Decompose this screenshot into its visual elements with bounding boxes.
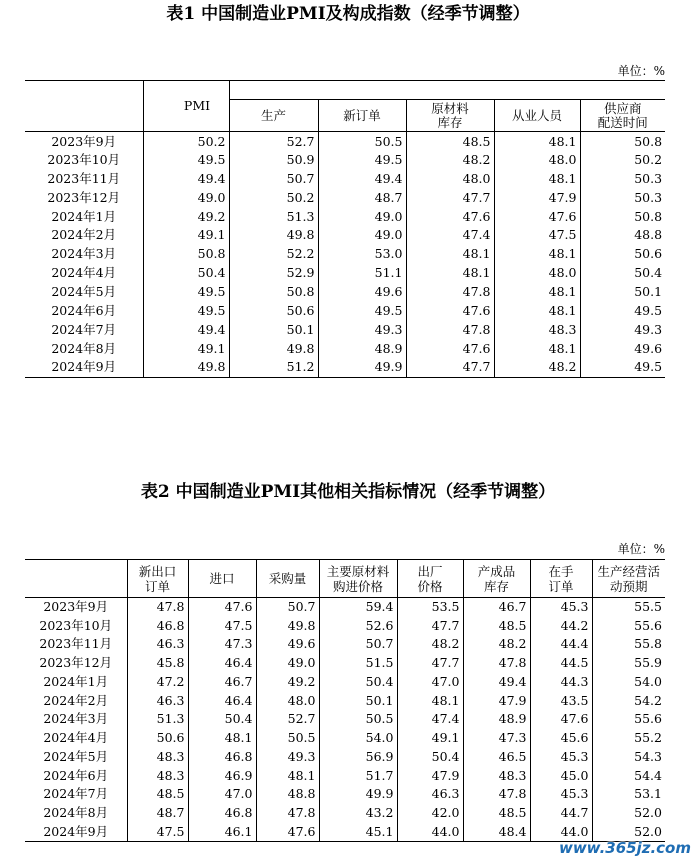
table1-body xyxy=(25,132,665,378)
header-finished-goods-inventory: 产成品 库存 xyxy=(463,560,530,598)
value-cell: 45.3 xyxy=(530,785,592,804)
value-cell: 49.3 xyxy=(318,320,406,339)
table-row xyxy=(25,673,665,692)
value-cell: 49.4 xyxy=(463,673,530,692)
value-cell: 49.4 xyxy=(143,169,229,188)
value-cell: 51.3 xyxy=(127,710,188,729)
value-cell: 47.4 xyxy=(406,226,494,245)
row-month-label: 2024年4月 xyxy=(51,265,117,281)
value-cell: 48.3 xyxy=(127,748,188,767)
row-month-label: 2024年6月 xyxy=(43,767,109,783)
table-row xyxy=(25,245,665,264)
value-cell: 47.6 xyxy=(494,207,580,226)
value-cell: 47.8 xyxy=(463,654,530,673)
header-backlog-orders: 在手 订单 xyxy=(530,560,592,598)
table2-unit-label: 单位：% xyxy=(617,542,665,556)
value-cell: 50.4 xyxy=(188,710,256,729)
table-row xyxy=(25,339,665,358)
value-cell: 47.6 xyxy=(530,710,592,729)
row-month-label: 2024年7月 xyxy=(43,786,109,802)
value-cell: 48.3 xyxy=(494,320,580,339)
value-cell: 53.5 xyxy=(397,598,463,617)
site-watermark: www.365jz.com xyxy=(558,839,691,857)
value-cell: 54.3 xyxy=(592,748,665,767)
header-corner-blank xyxy=(25,560,127,598)
value-cell: 50.6 xyxy=(127,729,188,748)
value-cell: 48.1 xyxy=(397,691,463,710)
row-month-label: 2024年4月 xyxy=(43,730,109,746)
value-cell: 45.3 xyxy=(530,748,592,767)
row-month-label: 2023年11月 xyxy=(47,170,121,186)
value-cell: 47.8 xyxy=(406,320,494,339)
header-output-prices: 出厂 价格 xyxy=(397,560,463,598)
table-row xyxy=(25,150,665,169)
value-cell: 46.4 xyxy=(188,654,256,673)
value-cell: 48.0 xyxy=(256,691,319,710)
value-cell: 49.4 xyxy=(318,169,406,188)
value-cell: 49.1 xyxy=(397,729,463,748)
value-cell: 47.4 xyxy=(397,710,463,729)
row-month-label: 2024年2月 xyxy=(51,227,117,243)
value-cell: 48.2 xyxy=(397,635,463,654)
value-cell: 47.8 xyxy=(406,283,494,302)
value-cell: 59.4 xyxy=(319,598,397,617)
value-cell: 44.0 xyxy=(397,823,463,842)
value-cell: 50.1 xyxy=(229,320,318,339)
value-cell: 45.6 xyxy=(530,729,592,748)
value-cell: 49.8 xyxy=(256,616,319,635)
value-cell: 52.7 xyxy=(256,710,319,729)
value-cell: 49.1 xyxy=(143,226,229,245)
table-row xyxy=(25,785,665,804)
value-cell: 50.3 xyxy=(580,169,665,188)
value-cell: 48.1 xyxy=(494,245,580,264)
row-month-label: 2023年9月 xyxy=(51,133,117,149)
table2-header xyxy=(25,560,665,598)
value-cell: 52.0 xyxy=(592,804,665,823)
value-cell: 49.0 xyxy=(318,226,406,245)
table1-unit-label: 单位：% xyxy=(617,64,665,78)
value-cell: 47.6 xyxy=(406,207,494,226)
value-cell: 48.4 xyxy=(463,823,530,842)
value-cell: 53.1 xyxy=(592,785,665,804)
table2-pmi-other-indicators xyxy=(25,559,665,842)
value-cell: 48.5 xyxy=(463,616,530,635)
header-row xyxy=(25,81,665,100)
value-cell: 47.9 xyxy=(463,691,530,710)
table-row xyxy=(25,302,665,321)
value-cell: 50.5 xyxy=(256,729,319,748)
row-month-label: 2024年6月 xyxy=(51,302,117,318)
row-month-label: 2024年8月 xyxy=(51,340,117,356)
value-cell: 53.0 xyxy=(318,245,406,264)
header-business-expectations: 生产经营活 动预期 xyxy=(592,560,665,598)
row-month-label: 2023年12月 xyxy=(39,655,113,671)
value-cell: 47.8 xyxy=(127,598,188,617)
header-pmi: PMI xyxy=(143,81,229,132)
value-cell: 49.5 xyxy=(143,283,229,302)
value-cell: 48.9 xyxy=(463,710,530,729)
row-month-label: 2024年2月 xyxy=(43,692,109,708)
row-month-label: 2024年9月 xyxy=(51,359,117,375)
value-cell: 48.5 xyxy=(406,132,494,151)
table-row xyxy=(25,766,665,785)
value-cell: 46.3 xyxy=(397,785,463,804)
value-cell: 54.0 xyxy=(319,729,397,748)
value-cell: 44.2 xyxy=(530,616,592,635)
value-cell: 50.7 xyxy=(229,169,318,188)
value-cell: 50.1 xyxy=(319,691,397,710)
value-cell: 45.3 xyxy=(530,598,592,617)
row-month-label: 2024年3月 xyxy=(43,711,109,727)
value-cell: 47.8 xyxy=(463,785,530,804)
header-group-blank xyxy=(229,81,665,100)
value-cell: 50.4 xyxy=(143,264,229,283)
value-cell: 50.3 xyxy=(580,188,665,207)
header-input-prices: 主要原材料 购进价格 xyxy=(319,560,397,598)
value-cell: 49.5 xyxy=(580,302,665,321)
table-row xyxy=(25,635,665,654)
value-cell: 47.0 xyxy=(188,785,256,804)
value-cell: 50.4 xyxy=(319,673,397,692)
table-row xyxy=(25,616,665,635)
value-cell: 51.1 xyxy=(318,264,406,283)
value-cell: 48.1 xyxy=(494,169,580,188)
row-month-label: 2024年5月 xyxy=(43,748,109,764)
table-row xyxy=(25,691,665,710)
table-row xyxy=(25,654,665,673)
header-row xyxy=(25,560,665,598)
row-month-label: 2023年10月 xyxy=(47,151,121,167)
value-cell: 55.9 xyxy=(592,654,665,673)
value-cell: 50.4 xyxy=(397,748,463,767)
value-cell: 48.7 xyxy=(127,804,188,823)
value-cell: 55.6 xyxy=(592,710,665,729)
value-cell: 45.8 xyxy=(127,654,188,673)
value-cell: 47.8 xyxy=(256,804,319,823)
row-month-label: 2024年1月 xyxy=(51,208,117,224)
table-row xyxy=(25,748,665,767)
value-cell: 50.2 xyxy=(229,188,318,207)
value-cell: 48.2 xyxy=(463,635,530,654)
table-row xyxy=(25,132,665,151)
table-row xyxy=(25,226,665,245)
value-cell: 48.7 xyxy=(318,188,406,207)
table-row xyxy=(25,729,665,748)
value-cell: 48.1 xyxy=(406,264,494,283)
value-cell: 46.9 xyxy=(188,766,256,785)
value-cell: 42.0 xyxy=(397,804,463,823)
value-cell: 46.1 xyxy=(188,823,256,842)
value-cell: 48.3 xyxy=(463,766,530,785)
header-raw-material-inventory: 原材料 库存 xyxy=(406,100,494,132)
value-cell: 48.0 xyxy=(494,264,580,283)
table-row xyxy=(25,358,665,377)
header-employment: 从业人员 xyxy=(494,100,580,132)
value-cell: 46.8 xyxy=(188,748,256,767)
value-cell: 49.1 xyxy=(143,339,229,358)
value-cell: 48.8 xyxy=(256,785,319,804)
value-cell: 48.5 xyxy=(463,804,530,823)
value-cell: 47.6 xyxy=(188,598,256,617)
value-cell: 49.5 xyxy=(143,302,229,321)
table-row xyxy=(25,283,665,302)
value-cell: 49.9 xyxy=(319,785,397,804)
value-cell: 48.1 xyxy=(494,283,580,302)
table-row xyxy=(25,710,665,729)
header-production: 生产 xyxy=(229,100,318,132)
value-cell: 43.2 xyxy=(319,804,397,823)
header-new-export-orders: 新出口 订单 xyxy=(127,560,188,598)
value-cell: 49.8 xyxy=(229,339,318,358)
value-cell: 51.5 xyxy=(319,654,397,673)
value-cell: 47.0 xyxy=(397,673,463,692)
value-cell: 46.3 xyxy=(127,691,188,710)
value-cell: 47.7 xyxy=(397,654,463,673)
value-cell: 44.3 xyxy=(530,673,592,692)
value-cell: 47.6 xyxy=(406,339,494,358)
value-cell: 47.7 xyxy=(406,188,494,207)
value-cell: 47.3 xyxy=(463,729,530,748)
value-cell: 49.3 xyxy=(580,320,665,339)
value-cell: 50.4 xyxy=(580,264,665,283)
value-cell: 52.6 xyxy=(319,616,397,635)
value-cell: 49.0 xyxy=(143,188,229,207)
table-row xyxy=(25,207,665,226)
value-cell: 51.2 xyxy=(229,358,318,377)
row-month-label: 2024年1月 xyxy=(43,673,109,689)
value-cell: 43.5 xyxy=(530,691,592,710)
value-cell: 49.4 xyxy=(143,320,229,339)
value-cell: 45.0 xyxy=(530,766,592,785)
value-cell: 50.8 xyxy=(580,207,665,226)
value-cell: 48.1 xyxy=(494,302,580,321)
value-cell: 50.8 xyxy=(143,245,229,264)
value-cell: 52.0 xyxy=(592,823,665,842)
value-cell: 49.2 xyxy=(143,207,229,226)
value-cell: 48.1 xyxy=(494,339,580,358)
value-cell: 48.1 xyxy=(494,132,580,151)
value-cell: 49.0 xyxy=(256,654,319,673)
value-cell: 52.7 xyxy=(229,132,318,151)
table-row xyxy=(25,598,665,617)
table2-body xyxy=(25,598,665,842)
value-cell: 55.6 xyxy=(592,616,665,635)
value-cell: 44.5 xyxy=(530,654,592,673)
table2-title: 表2 中国制造业PMI其他相关指标情况（经季节调整） xyxy=(140,482,556,502)
value-cell: 49.8 xyxy=(143,358,229,377)
value-cell: 50.7 xyxy=(319,635,397,654)
value-cell: 47.2 xyxy=(127,673,188,692)
value-cell: 54.0 xyxy=(592,673,665,692)
table1-title: 表1 中国制造业PMI及构成指数（经季节调整） xyxy=(166,4,530,24)
value-cell: 55.5 xyxy=(592,598,665,617)
header-purchase-quantity: 采购量 xyxy=(256,560,319,598)
value-cell: 47.6 xyxy=(406,302,494,321)
value-cell: 47.9 xyxy=(397,766,463,785)
value-cell: 47.7 xyxy=(406,358,494,377)
value-cell: 47.5 xyxy=(127,823,188,842)
value-cell: 49.5 xyxy=(143,150,229,169)
value-cell: 48.2 xyxy=(494,358,580,377)
value-cell: 44.0 xyxy=(530,823,592,842)
value-cell: 56.9 xyxy=(319,748,397,767)
value-cell: 49.6 xyxy=(580,339,665,358)
value-cell: 44.7 xyxy=(530,804,592,823)
value-cell: 49.3 xyxy=(256,748,319,767)
value-cell: 50.8 xyxy=(229,283,318,302)
value-cell: 52.2 xyxy=(229,245,318,264)
value-cell: 49.8 xyxy=(229,226,318,245)
value-cell: 48.9 xyxy=(318,339,406,358)
value-cell: 51.7 xyxy=(319,766,397,785)
value-cell: 49.5 xyxy=(580,358,665,377)
value-cell: 47.9 xyxy=(494,188,580,207)
value-cell: 54.2 xyxy=(592,691,665,710)
header-imports: 进口 xyxy=(188,560,256,598)
value-cell: 46.4 xyxy=(188,691,256,710)
value-cell: 48.5 xyxy=(127,785,188,804)
table-row xyxy=(25,320,665,339)
row-month-label: 2023年10月 xyxy=(39,617,113,633)
value-cell: 46.8 xyxy=(188,804,256,823)
value-cell: 50.9 xyxy=(229,150,318,169)
value-cell: 48.1 xyxy=(406,245,494,264)
value-cell: 50.2 xyxy=(143,132,229,151)
value-cell: 47.6 xyxy=(256,823,319,842)
value-cell: 50.2 xyxy=(580,150,665,169)
table-row xyxy=(25,264,665,283)
value-cell: 50.7 xyxy=(256,598,319,617)
header-supplier-delivery-time: 供应商 配送时间 xyxy=(580,100,665,132)
value-cell: 55.8 xyxy=(592,635,665,654)
row-month-label: 2024年3月 xyxy=(51,246,117,262)
value-cell: 47.5 xyxy=(188,616,256,635)
value-cell: 49.6 xyxy=(318,283,406,302)
table-row xyxy=(25,169,665,188)
row-month-label: 2023年12月 xyxy=(47,189,121,205)
value-cell: 48.0 xyxy=(494,150,580,169)
row-month-label: 2023年11月 xyxy=(39,636,113,652)
value-cell: 48.8 xyxy=(580,226,665,245)
value-cell: 50.5 xyxy=(318,132,406,151)
value-cell: 49.0 xyxy=(318,207,406,226)
value-cell: 46.8 xyxy=(127,616,188,635)
value-cell: 55.2 xyxy=(592,729,665,748)
value-cell: 49.9 xyxy=(318,358,406,377)
row-month-label: 2023年9月 xyxy=(43,599,109,615)
value-cell: 47.3 xyxy=(188,635,256,654)
value-cell: 48.3 xyxy=(127,766,188,785)
value-cell: 49.2 xyxy=(256,673,319,692)
value-cell: 49.5 xyxy=(318,150,406,169)
value-cell: 49.6 xyxy=(256,635,319,654)
value-cell: 48.1 xyxy=(188,729,256,748)
value-cell: 46.5 xyxy=(463,748,530,767)
value-cell: 46.7 xyxy=(188,673,256,692)
table-row xyxy=(25,804,665,823)
value-cell: 50.6 xyxy=(580,245,665,264)
value-cell: 46.3 xyxy=(127,635,188,654)
value-cell: 54.4 xyxy=(592,766,665,785)
value-cell: 47.5 xyxy=(494,226,580,245)
value-cell: 50.6 xyxy=(229,302,318,321)
header-corner-blank xyxy=(25,81,143,132)
header-new-orders: 新订单 xyxy=(318,100,406,132)
value-cell: 48.2 xyxy=(406,150,494,169)
value-cell: 48.1 xyxy=(256,766,319,785)
value-cell: 44.4 xyxy=(530,635,592,654)
value-cell: 47.7 xyxy=(397,616,463,635)
row-month-label: 2024年5月 xyxy=(51,284,117,300)
value-cell: 50.8 xyxy=(580,132,665,151)
value-cell: 48.0 xyxy=(406,169,494,188)
value-cell: 51.3 xyxy=(229,207,318,226)
table1-header xyxy=(25,81,665,132)
value-cell: 49.5 xyxy=(318,302,406,321)
table-row xyxy=(25,188,665,207)
value-cell: 45.1 xyxy=(319,823,397,842)
row-month-label: 2024年9月 xyxy=(43,823,109,839)
value-cell: 52.9 xyxy=(229,264,318,283)
table1-pmi-components xyxy=(25,80,665,378)
value-cell: 46.7 xyxy=(463,598,530,617)
value-cell: 50.1 xyxy=(580,283,665,302)
row-month-label: 2024年8月 xyxy=(43,805,109,821)
value-cell: 50.5 xyxy=(319,710,397,729)
row-month-label: 2024年7月 xyxy=(51,321,117,337)
